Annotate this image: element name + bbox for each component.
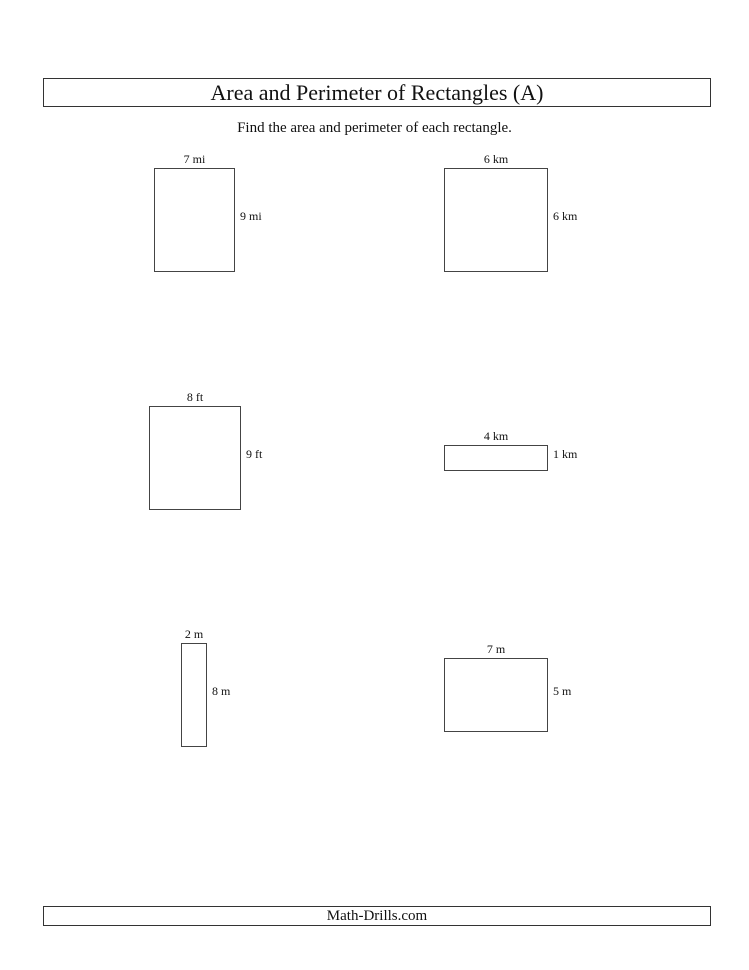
problem-5-height-label: 8 m — [212, 684, 231, 698]
problem-1-height-label: 9 mi — [240, 209, 262, 223]
worksheet-instructions: Find the area and perimeter of each rectangle. — [237, 120, 512, 136]
problem-4-height-label: 1 km — [553, 447, 578, 461]
problem-4-rectangle — [444, 445, 548, 471]
problem-3-rectangle — [149, 406, 241, 510]
problem-4-width-label: 4 km — [483, 429, 509, 443]
problem-2-height-label: 6 km — [553, 209, 578, 223]
worksheet-footer — [43, 906, 711, 926]
problem-6-width-label: 7 m — [486, 642, 506, 656]
problem-2-width-label: 6 km — [483, 152, 509, 166]
problem-1-width-label: 7 mi — [183, 152, 206, 166]
problem-2-rectangle — [444, 168, 548, 272]
worksheet-title-text: Area and Perimeter of Rectangles (A) — [210, 79, 544, 105]
problem-5-rectangle — [181, 643, 207, 747]
problem-5-width-label: 2 m — [184, 627, 204, 641]
problem-1-rectangle — [154, 168, 235, 272]
footer-text: Math-Drills.com — [326, 907, 428, 924]
problem-6-rectangle — [444, 658, 548, 732]
worksheet-title — [43, 78, 711, 107]
problem-3-height-label: 9 ft — [246, 447, 263, 461]
problem-3-width-label: 8 ft — [186, 390, 204, 404]
problem-6-height-label: 5 m — [553, 684, 572, 698]
